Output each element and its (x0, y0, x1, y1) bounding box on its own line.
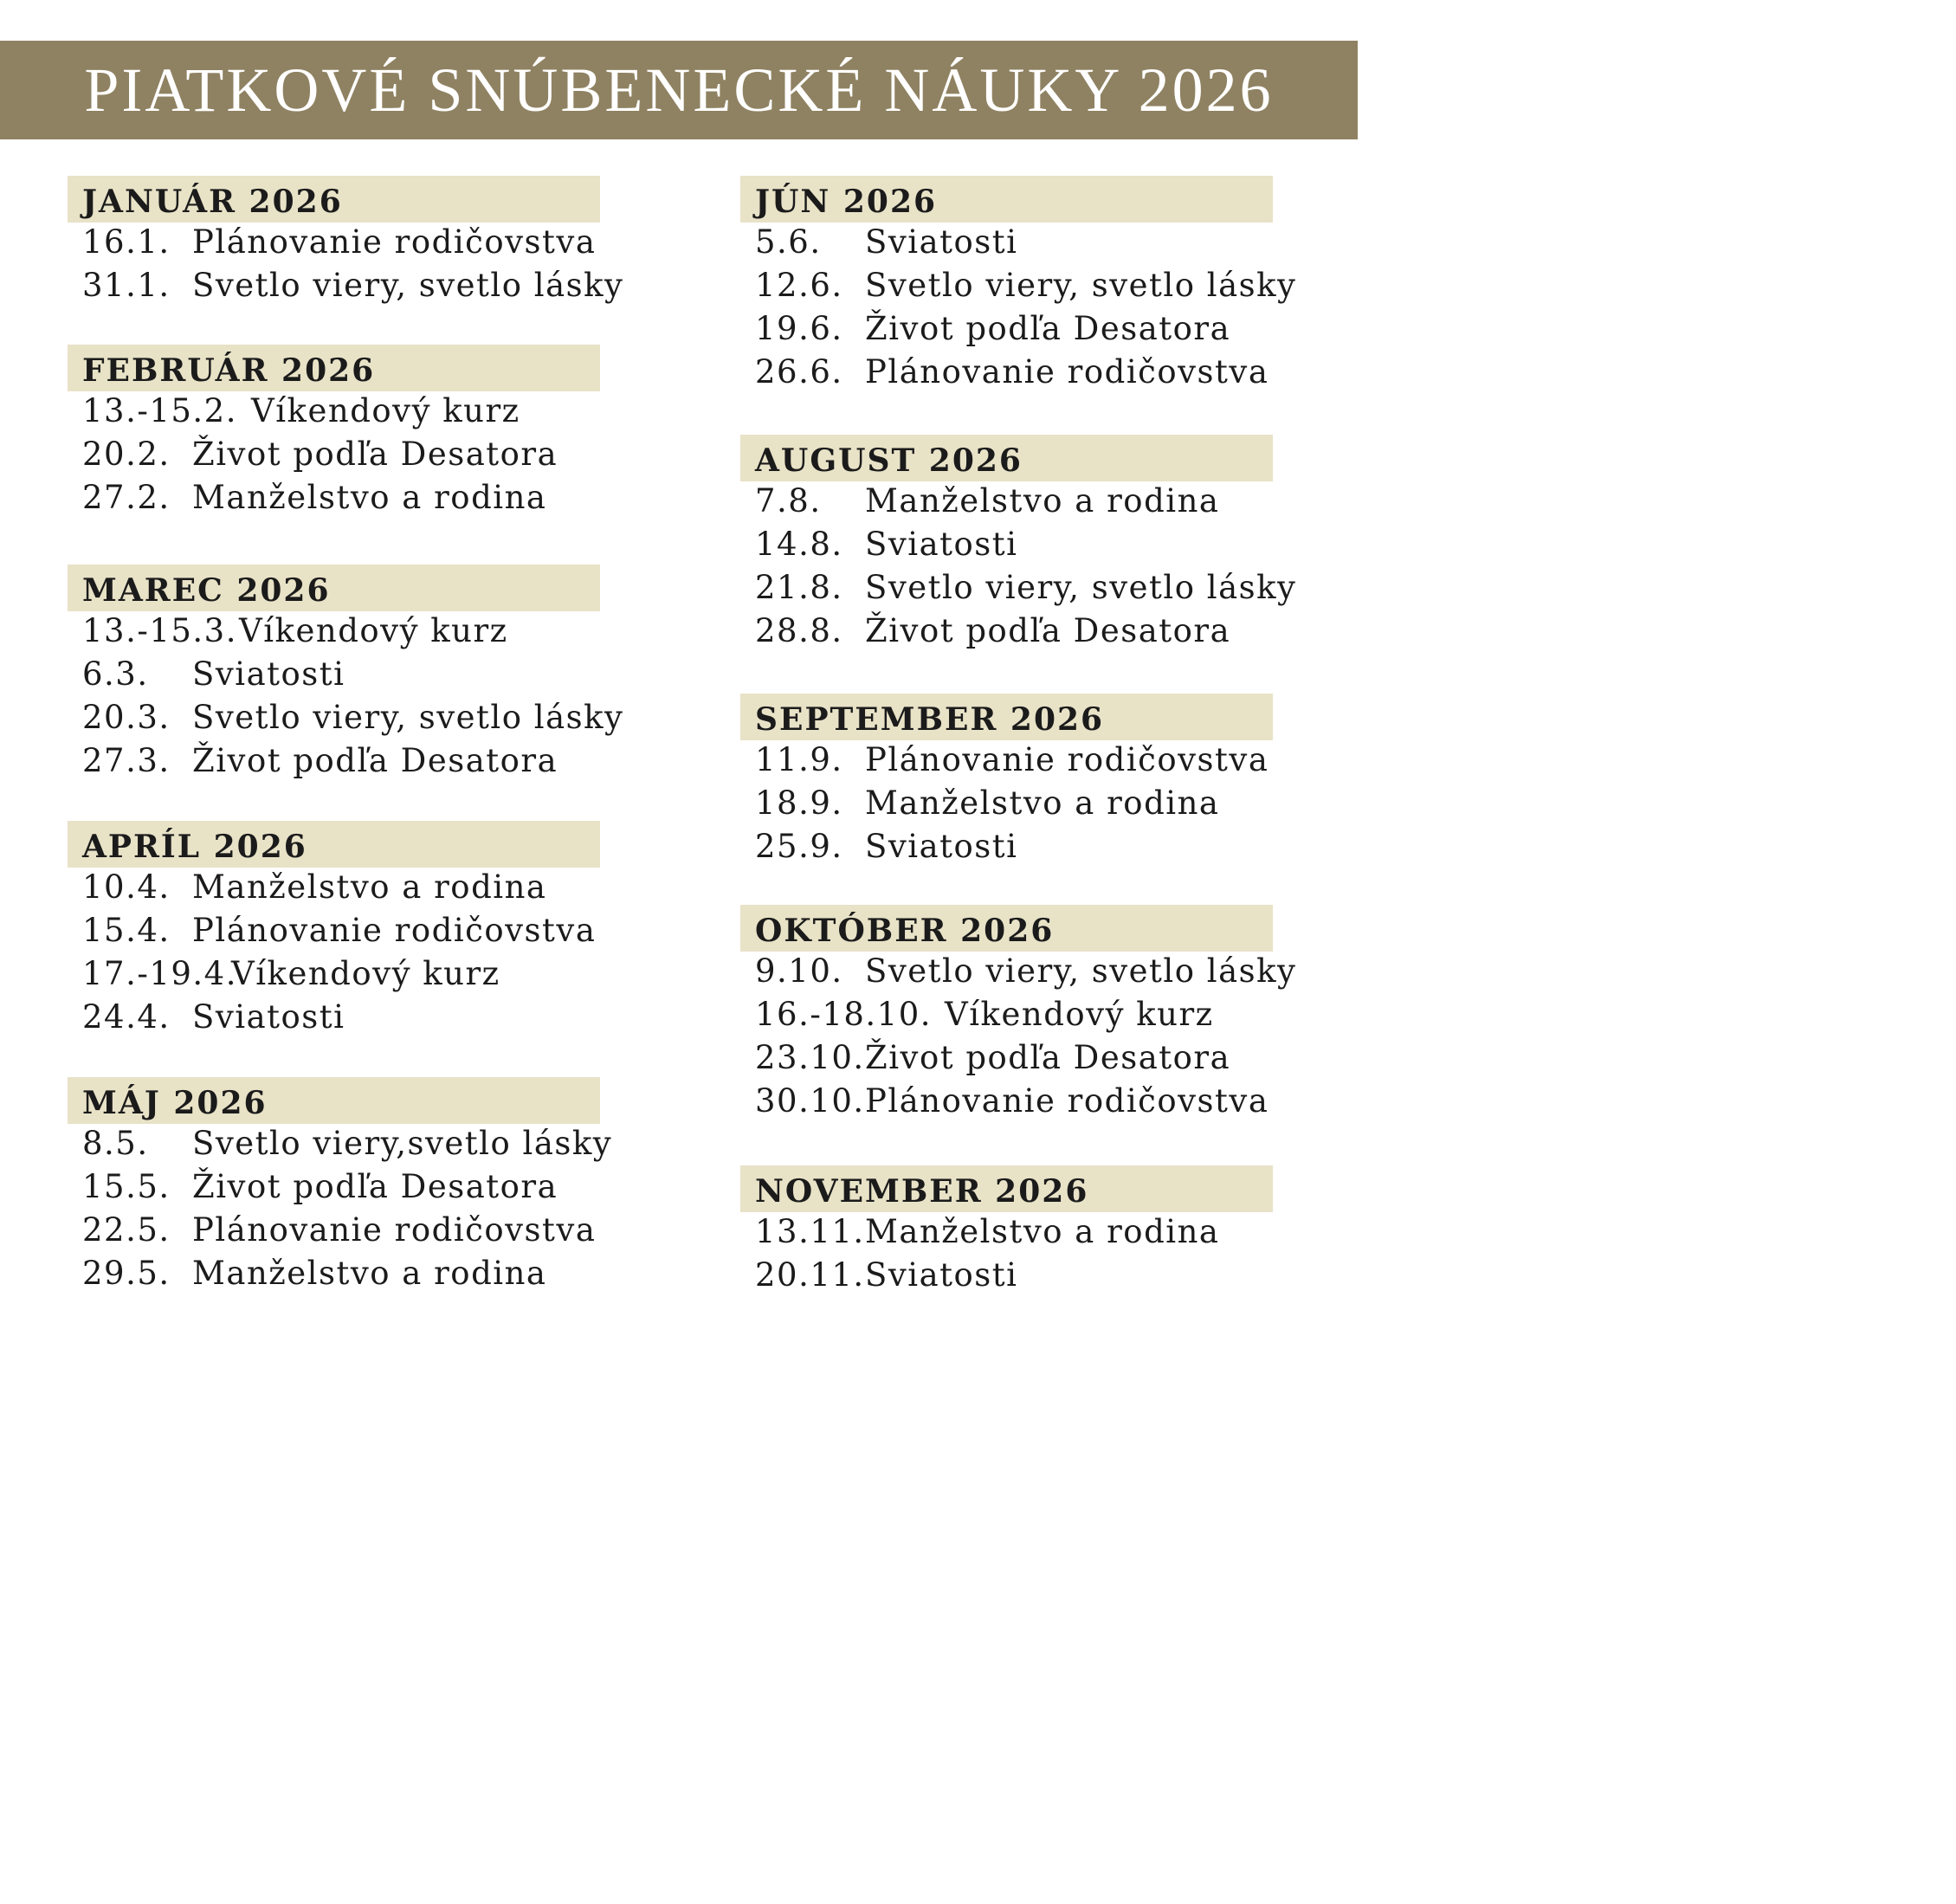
entry-topic: Svetlo viery, svetlo lásky (865, 952, 1297, 990)
schedule-entry (740, 1038, 1433, 1081)
schedule-entry (740, 525, 1433, 568)
entry-date: 22.5. (82, 1211, 171, 1249)
schedule-entry (68, 611, 760, 655)
entry-topic: Život podľa Desatora (865, 310, 1231, 347)
month-april (68, 821, 760, 1041)
month-header: SEPTEMBER 2026 (740, 694, 1273, 740)
entry-date: 11.9. (755, 741, 843, 778)
schedule-entry (740, 568, 1433, 611)
entry-topic: Manželstvo a rodina (192, 868, 547, 906)
schedule-entry (740, 952, 1433, 995)
entry-date: 12.6. (755, 267, 843, 304)
entry-date: 20.2. (82, 436, 171, 473)
entry-date: 27.2. (82, 479, 171, 516)
month-header: NOVEMBER 2026 (740, 1165, 1273, 1212)
entry-topic: Svetlo viery,svetlo lásky (192, 1125, 613, 1162)
schedule-entry (68, 435, 760, 478)
month-februar (68, 345, 760, 521)
schedule-entry (740, 995, 1433, 1038)
schedule-entry (68, 868, 760, 911)
entry-date: 24.4. (82, 998, 171, 1036)
entry-topic: Svetlo viery, svetlo lásky (192, 267, 624, 304)
month-januar (68, 176, 760, 309)
entry-date: 17.-19.4. (82, 955, 237, 992)
entry-date: 10.4. (82, 868, 171, 906)
schedule-entry (68, 478, 760, 521)
schedule-entry (68, 741, 760, 784)
month-header: MAREC 2026 (68, 565, 600, 611)
schedule-entry (740, 223, 1433, 266)
entry-topic: Plánovanie rodičovstva (865, 1082, 1269, 1120)
schedule-entry (740, 481, 1433, 525)
schedule-entry (68, 698, 760, 741)
entry-date: 29.5. (82, 1255, 171, 1292)
schedule-entry (740, 784, 1433, 827)
month-header: FEBRUÁR 2026 (68, 345, 600, 391)
schedule-entry (68, 391, 760, 435)
schedule-entry (68, 223, 760, 266)
entry-topic: Plánovanie rodičovstva (192, 912, 597, 949)
schedule-entry (68, 1210, 760, 1254)
entry-topic: Manželstvo a rodina (192, 479, 547, 516)
entry-date: 7.8. (755, 482, 822, 520)
schedule-entry (740, 266, 1433, 309)
schedule-entry (740, 1081, 1433, 1125)
entry-topic: Plánovanie rodičovstva (192, 1211, 597, 1249)
schedule-entry (740, 1212, 1433, 1255)
month-header: APRÍL 2026 (68, 821, 600, 868)
entry-topic: Víkendový kurz (239, 612, 508, 649)
entry-topic: Sviatosti (192, 655, 345, 693)
entry-topic: Život podľa Desatora (865, 612, 1231, 649)
entry-topic: Svetlo viery, svetlo lásky (865, 569, 1297, 606)
entry-topic: Sviatosti (865, 828, 1018, 865)
entry-date: 20.11. (755, 1256, 865, 1294)
month-header: JÚN 2026 (740, 176, 1273, 223)
month-jun (740, 176, 1433, 396)
entry-topic: Plánovanie rodičovstva (865, 741, 1269, 778)
entry-topic: Život podľa Desatora (865, 1039, 1231, 1076)
entry-date: 14.8. (755, 526, 843, 563)
entry-date: 23.10. (755, 1039, 865, 1076)
schedule-entry (740, 827, 1433, 870)
entry-topic: Manželstvo a rodina (865, 784, 1220, 822)
entry-date: 26.6. (755, 353, 843, 390)
entry-date: 13.-15.2. (82, 392, 237, 429)
schedule-entry (740, 309, 1433, 352)
month-maj (68, 1077, 760, 1297)
schedule-entry (68, 655, 760, 698)
month-marec (68, 565, 760, 784)
entry-topic: Život podľa Desatora (192, 436, 558, 473)
entry-topic: Plánovanie rodičovstva (192, 223, 597, 261)
entry-topic: Manželstvo a rodina (192, 1255, 547, 1292)
entry-date: 28.8. (755, 612, 843, 649)
entry-topic: Víkendový kurz (251, 392, 520, 429)
month-header: JANUÁR 2026 (68, 176, 600, 223)
schedule-entry (68, 1254, 760, 1297)
schedule-entry (740, 740, 1433, 784)
entry-date: 15.5. (82, 1168, 171, 1205)
entry-date: 27.3. (82, 742, 171, 779)
entry-topic: Víkendový kurz (945, 996, 1214, 1033)
entry-topic: Sviatosti (865, 223, 1018, 261)
entry-date: 15.4. (82, 912, 171, 949)
month-november (740, 1165, 1433, 1299)
entry-date: 16.1. (82, 223, 171, 261)
entry-topic: Život podľa Desatora (192, 742, 558, 779)
entry-date: 13.-15.3. (82, 612, 237, 649)
entry-topic: Plánovanie rodičovstva (865, 353, 1269, 390)
entry-date: 20.3. (82, 699, 171, 736)
entry-topic: Svetlo viery, svetlo lásky (865, 267, 1297, 304)
entry-date: 13.11. (755, 1213, 865, 1250)
entry-topic: Sviatosti (192, 998, 345, 1036)
month-august (740, 435, 1433, 655)
entry-topic: Víkendový kurz (231, 955, 500, 992)
month-header: AUGUST 2026 (740, 435, 1273, 481)
schedule-entry (740, 352, 1433, 396)
schedule-entry (68, 1124, 760, 1167)
entry-date: 8.5. (82, 1125, 149, 1162)
entry-topic: Život podľa Desatora (192, 1168, 558, 1205)
entry-topic: Svetlo viery, svetlo lásky (192, 699, 624, 736)
schedule-entry (68, 266, 760, 309)
entry-date: 21.8. (755, 569, 843, 606)
entry-date: 16.-18.10. (755, 996, 933, 1033)
entry-date: 6.3. (82, 655, 149, 693)
entry-date: 25.9. (755, 828, 843, 865)
entry-date: 19.6. (755, 310, 843, 347)
month-september (740, 694, 1433, 870)
entry-date: 9.10. (755, 952, 843, 990)
schedule-entry (740, 611, 1433, 655)
entry-date: 31.1. (82, 267, 171, 304)
entry-date: 5.6. (755, 223, 822, 261)
schedule-entry (740, 1255, 1433, 1299)
entry-date: 18.9. (755, 784, 843, 822)
month-header: MÁJ 2026 (68, 1077, 600, 1124)
schedule-entry (68, 997, 760, 1041)
page-title: PIATKOVÉ SNÚBENECKÉ NÁUKY 2026 (84, 55, 1274, 125)
entry-topic: Manželstvo a rodina (865, 482, 1220, 520)
month-header: OKTÓBER 2026 (740, 905, 1273, 952)
schedule-entry (68, 1167, 760, 1210)
title-banner (0, 41, 1358, 139)
entry-date: 30.10. (755, 1082, 865, 1120)
entry-topic: Manželstvo a rodina (865, 1213, 1220, 1250)
entry-topic: Sviatosti (865, 526, 1018, 563)
schedule-entry (68, 954, 760, 997)
month-oktober (740, 905, 1433, 1125)
entry-topic: Sviatosti (865, 1256, 1018, 1294)
schedule-entry (68, 911, 760, 954)
